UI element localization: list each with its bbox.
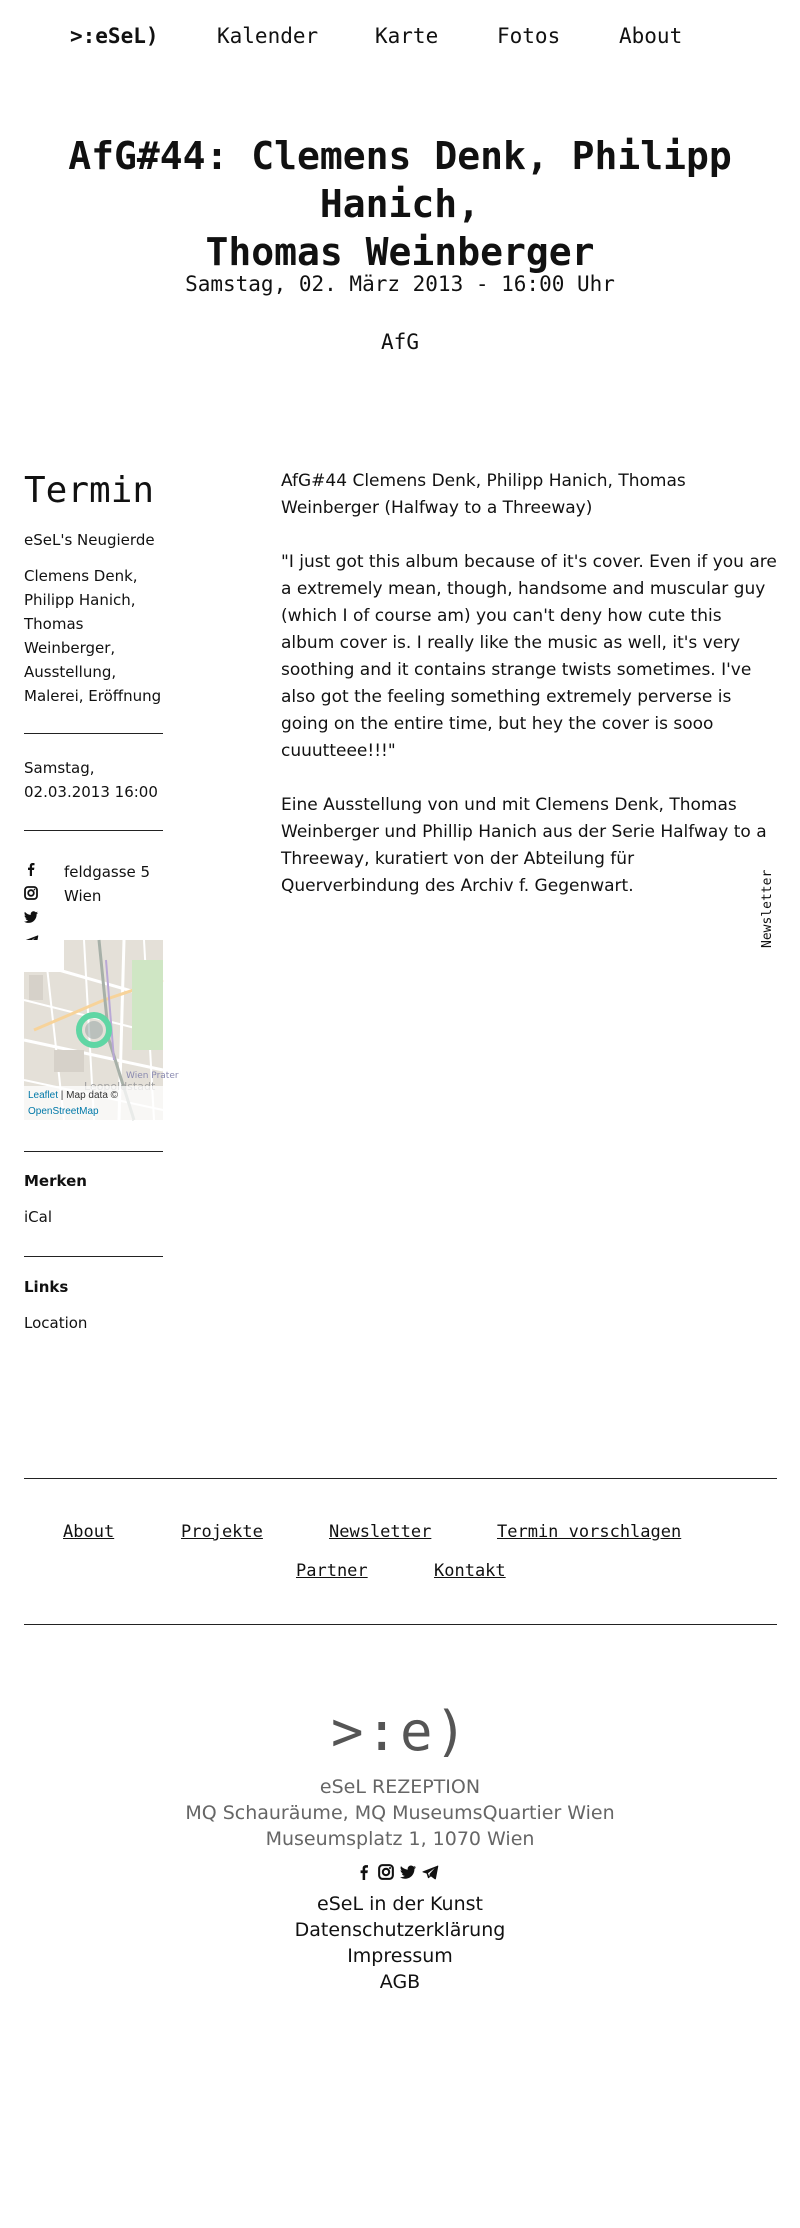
links-label: Links — [24, 1278, 69, 1296]
footer-link-esel-in-der-kunst[interactable]: eSeL in der Kunst — [317, 1893, 483, 1915]
description-paragraph: Eine Ausstellung von und mit Clemens Denk, Thomas Weinberger und Phillip Hanich aus der Serie Halfway to a Threeway, kuratiert von der Abteilung für Querverbindung des Archiv f. Gegenwart. — [281, 795, 767, 896]
nav-fotos[interactable]: Fotos — [497, 24, 561, 48]
footer-location: MQ Schauräume, MQ MuseumsQuartier Wien — [185, 1802, 615, 1824]
merken-label: Merken — [24, 1172, 87, 1190]
description-paragraph: "I just got this album because of it's cover. Even if you are a extremely mean, though, handsome and muscular guy (which I of course am) you can't deny how cute this album cover is. I really like the music as well, it's very soothing and it contains strange twists sometimes. I've also got the feeling something extremely perverse is going on the entire time, but hey the cover is sooo cuuutteee!!!" — [281, 552, 777, 761]
facebook-icon[interactable] — [356, 1864, 372, 1880]
event-title-line2: Thomas Weinberger — [205, 230, 595, 274]
map-overlay — [24, 940, 64, 972]
footer-logo[interactable]: >:e) — [330, 1700, 470, 1763]
nav-about[interactable]: About — [619, 24, 683, 48]
top-navigation — [0, 18, 800, 56]
event-description — [281, 468, 777, 927]
map-data-text: | Map data © — [58, 1090, 119, 1101]
ical-link[interactable]: iCal — [24, 1208, 53, 1226]
newsletter-tab[interactable] — [760, 868, 780, 948]
leaflet-link[interactable]: Leaflet — [28, 1090, 59, 1101]
sidebar-date — [24, 756, 166, 804]
footer-link-about[interactable]: About — [63, 1522, 115, 1542]
nav-kalender[interactable]: Kalender — [217, 24, 319, 48]
description-paragraph: AfG#44 Clemens Denk, Philipp Hanich, Thomas Weinberger (Halfway to a Threeway) — [281, 471, 686, 518]
sidebar-heading: Termin — [24, 470, 155, 511]
twitter-icon[interactable] — [400, 1864, 416, 1880]
footer-divider-bottom — [24, 1624, 777, 1625]
sidebar-divider — [24, 1151, 163, 1152]
tag-line[interactable]: Clemens Denk, — [24, 567, 138, 585]
site-logo[interactable]: >:eSeL) — [70, 24, 159, 48]
tag-line[interactable]: Ausstellung, — [24, 663, 117, 681]
tag-line[interactable]: Malerei, Eröffnung — [24, 687, 162, 705]
footer-address: Museumsplatz 1, 1070 Wien — [265, 1828, 535, 1850]
openstreetmap-link[interactable]: OpenStreetMap — [28, 1106, 99, 1117]
map-attribution — [24, 1086, 163, 1120]
map-label-prater: Wien Prater — [126, 1071, 179, 1081]
telegram-icon[interactable] — [422, 1864, 438, 1880]
footer-divider-top — [24, 1478, 777, 1479]
instagram-icon[interactable] — [378, 1864, 394, 1880]
event-tags — [24, 564, 166, 708]
venue-address — [64, 860, 150, 908]
event-category[interactable]: eSeL's Neugierde — [24, 531, 155, 549]
instagram-icon[interactable] — [24, 886, 38, 900]
address-street: feldgasse 5 — [64, 863, 151, 881]
event-title — [20, 132, 780, 276]
footer-link-partner[interactable]: Partner — [296, 1561, 368, 1581]
sidebar-divider — [24, 733, 163, 734]
location-map[interactable] — [24, 940, 179, 1120]
sidebar-date-line1: Samstag, — [24, 759, 95, 777]
footer-link-datenschutz[interactable]: Datenschutzerklärung — [294, 1919, 506, 1941]
tag-line[interactable]: Weinberger, — [24, 639, 116, 657]
tag-line[interactable]: Thomas — [24, 615, 84, 633]
sidebar-date-line2: 02.03.2013 16:00 — [24, 783, 158, 801]
twitter-icon[interactable] — [24, 910, 38, 924]
nav-karte[interactable]: Karte — [375, 24, 439, 48]
footer-link-agb[interactable]: AGB — [379, 1971, 421, 1993]
footer-social-icons — [356, 1864, 446, 1884]
footer-link-termin-vorschlagen[interactable]: Termin vorschlagen — [497, 1522, 682, 1542]
tag-line[interactable]: Philipp Hanich, — [24, 591, 136, 609]
location-link[interactable]: Location — [24, 1314, 88, 1332]
footer-link-kontakt[interactable]: Kontakt — [434, 1561, 506, 1581]
sidebar-divider — [24, 1256, 163, 1257]
footer-link-newsletter[interactable]: Newsletter — [329, 1522, 432, 1542]
facebook-icon[interactable] — [24, 862, 38, 876]
address-city: Wien — [64, 887, 102, 905]
event-date: Samstag, 02. März 2013 - 16:00 Uhr — [185, 272, 615, 296]
newsletter-tab-label: Newsletter — [760, 869, 775, 948]
footer-rezeption: eSeL REZEPTION — [319, 1776, 481, 1798]
event-title-line1: AfG#44: Clemens Denk, Philipp Hanich, — [68, 134, 732, 226]
event-organizer[interactable]: AfG — [381, 330, 419, 354]
footer-link-impressum[interactable]: Impressum — [347, 1945, 453, 1967]
sidebar-divider — [24, 830, 163, 831]
footer-link-projekte[interactable]: Projekte — [181, 1522, 263, 1542]
